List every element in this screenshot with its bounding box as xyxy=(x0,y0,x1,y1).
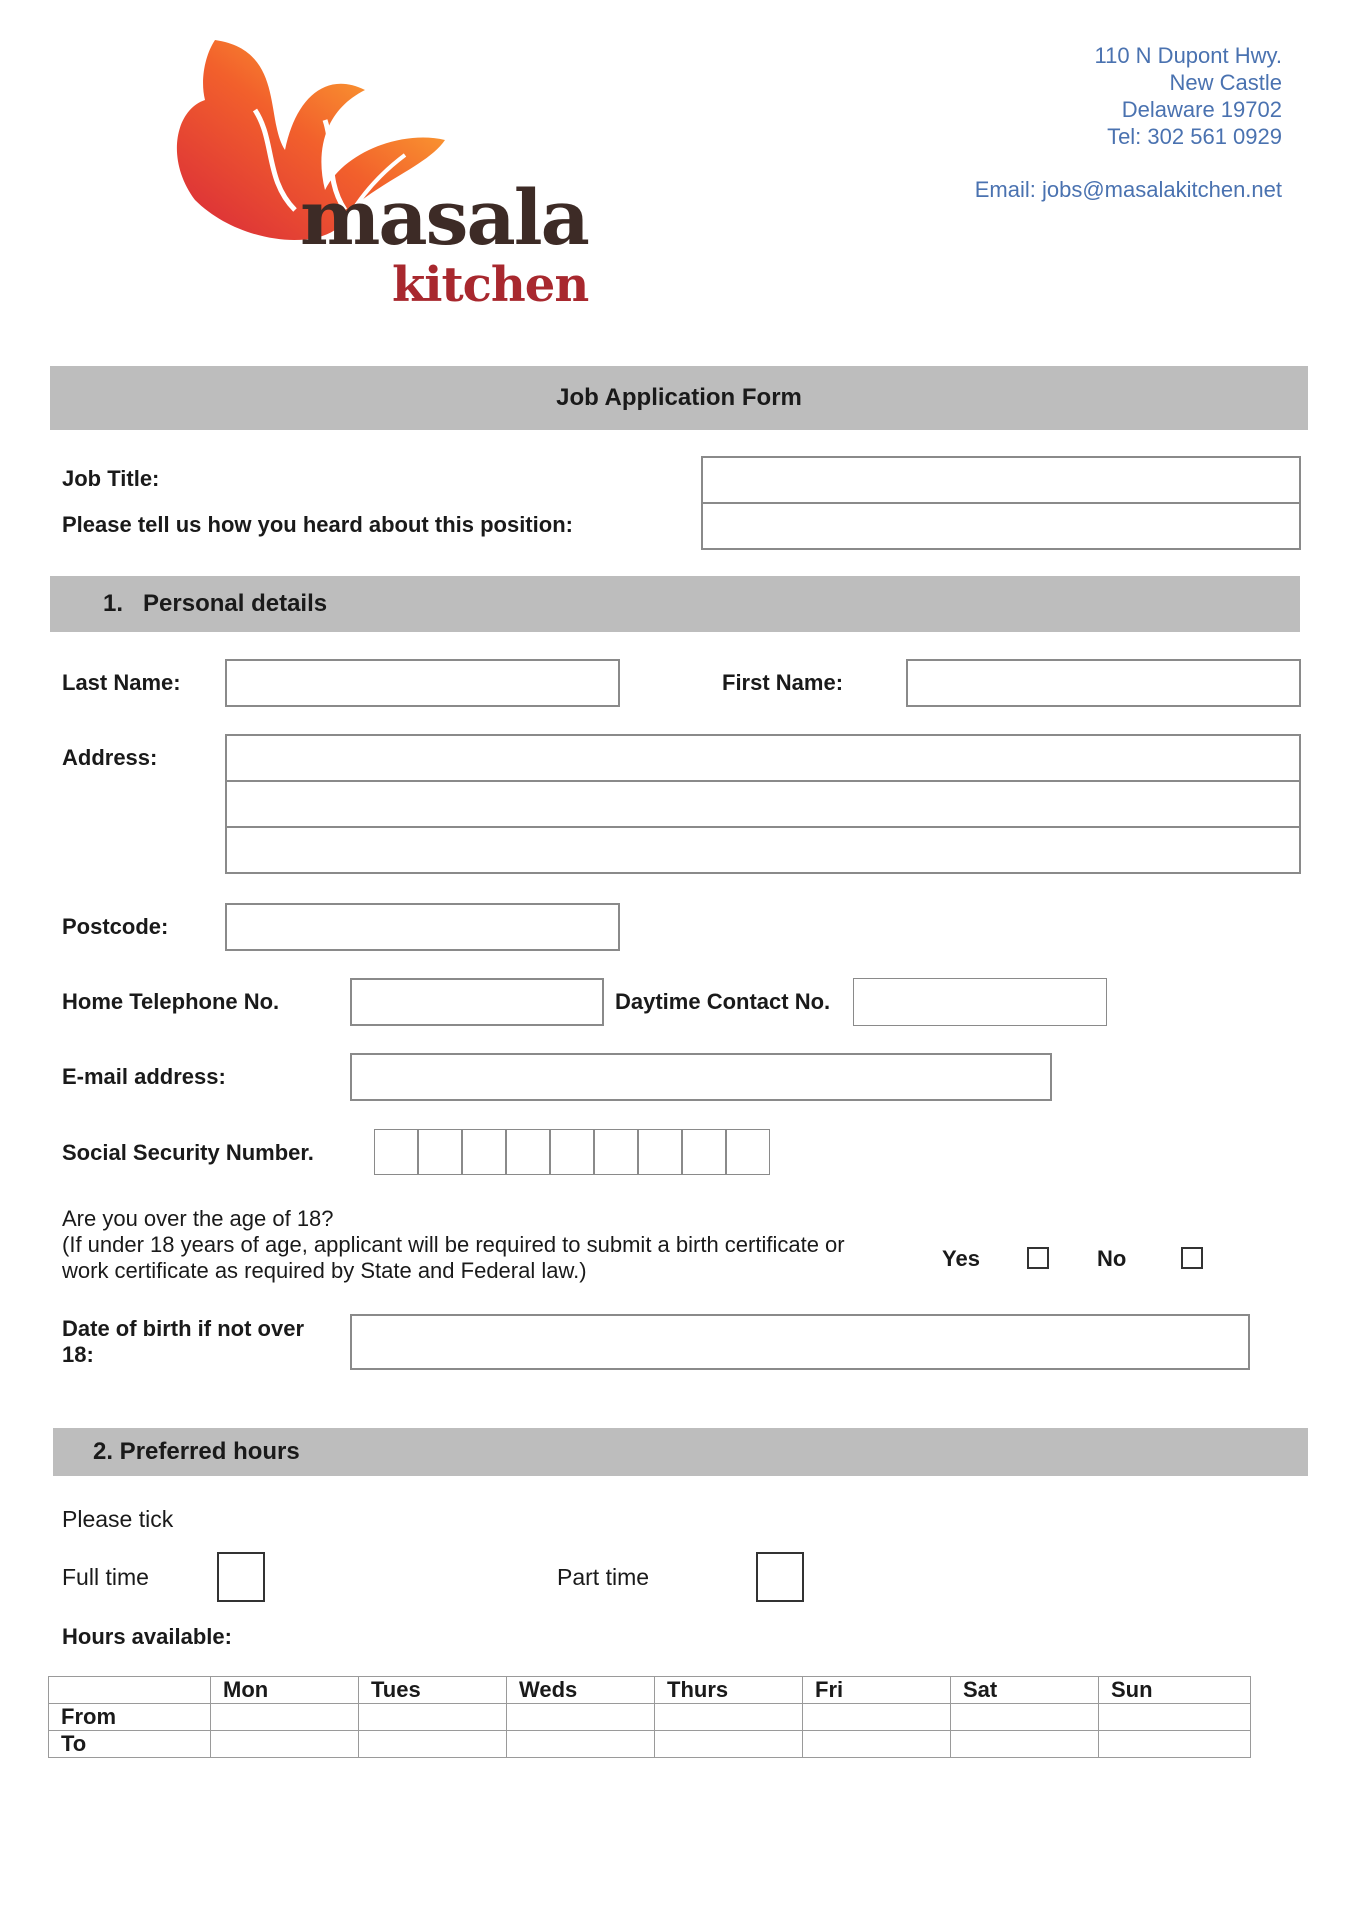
last-name-input[interactable] xyxy=(225,659,620,707)
address-line-2-input[interactable] xyxy=(225,780,1301,828)
dob-label-line-2: 18: xyxy=(62,1342,94,1367)
row-label-from: From xyxy=(49,1704,211,1731)
age-question-line-2: (If under 18 years of age, applicant will be required to submit a birth certificate or xyxy=(62,1232,845,1257)
from-mon-cell[interactable] xyxy=(211,1704,359,1731)
logo-word-masala: masala xyxy=(300,173,588,262)
form-title: Job Application Form xyxy=(556,384,802,411)
dob-label xyxy=(62,1316,304,1368)
ssn-digit-9[interactable] xyxy=(726,1129,770,1175)
day-header-sun: Sun xyxy=(1099,1677,1251,1704)
from-sun-cell[interactable] xyxy=(1099,1704,1251,1731)
first-name-input[interactable] xyxy=(906,659,1301,707)
heard-about-input[interactable] xyxy=(701,502,1301,550)
ssn-input-group xyxy=(374,1129,770,1175)
from-weds-cell[interactable] xyxy=(507,1704,655,1731)
ssn-digit-6[interactable] xyxy=(594,1129,638,1175)
ssn-digit-7[interactable] xyxy=(638,1129,682,1175)
to-tues-cell[interactable] xyxy=(359,1731,507,1758)
to-thurs-cell[interactable] xyxy=(655,1731,803,1758)
hours-table-corner xyxy=(49,1677,211,1704)
home-telephone-label: Home Telephone No. xyxy=(62,989,280,1014)
to-weds-cell[interactable] xyxy=(507,1731,655,1758)
logo-word-kitchen: kitchen xyxy=(392,257,589,313)
to-sun-cell[interactable] xyxy=(1099,1731,1251,1758)
daytime-contact-label: Daytime Contact No. xyxy=(615,989,831,1014)
address-line-3: Delaware 19702 xyxy=(1121,97,1282,122)
age-question xyxy=(62,1206,845,1284)
email-input[interactable] xyxy=(350,1053,1052,1101)
full-time-label: Full time xyxy=(62,1564,149,1590)
ssn-digit-4[interactable] xyxy=(506,1129,550,1175)
address-line-3-input[interactable] xyxy=(225,826,1301,874)
to-mon-cell[interactable] xyxy=(211,1731,359,1758)
day-header-weds: Weds xyxy=(507,1677,655,1704)
ssn-digit-3[interactable] xyxy=(462,1129,506,1175)
email-label: E-mail address: xyxy=(62,1064,226,1089)
from-fri-cell[interactable] xyxy=(803,1704,951,1731)
day-header-thurs: Thurs xyxy=(655,1677,803,1704)
hours-table-to-row xyxy=(49,1731,1251,1758)
day-header-mon: Mon xyxy=(211,1677,359,1704)
first-name-label: First Name: xyxy=(722,670,844,695)
ssn-label: Social Security Number. xyxy=(62,1140,314,1165)
dob-label-line-1: Date of birth if not over xyxy=(62,1316,304,1341)
ssn-digit-5[interactable] xyxy=(550,1129,594,1175)
no-checkbox[interactable] xyxy=(1181,1247,1203,1269)
daytime-contact-input[interactable] xyxy=(853,978,1107,1026)
day-header-sat: Sat xyxy=(951,1677,1099,1704)
address-label: Address: xyxy=(62,745,158,770)
job-title-label: Job Title: xyxy=(62,466,160,491)
heard-about-label: Please tell us how you heard about this position: xyxy=(62,512,573,537)
contact-block xyxy=(782,42,1282,203)
address-line-1: 110 N Dupont Hwy. xyxy=(1094,43,1282,68)
hours-table xyxy=(48,1676,1251,1758)
age-question-line-1: Are you over the age of 18? xyxy=(62,1206,334,1231)
row-label-to: To xyxy=(49,1731,211,1758)
postcode-input[interactable] xyxy=(225,903,620,951)
telephone: Tel: 302 561 0929 xyxy=(1107,124,1282,149)
no-label: No xyxy=(1097,1246,1127,1271)
last-name-label: Last Name: xyxy=(62,670,181,695)
from-thurs-cell[interactable] xyxy=(655,1704,803,1731)
address-line-1-input[interactable] xyxy=(225,734,1301,782)
hours-available-label: Hours available: xyxy=(62,1624,232,1649)
from-sat-cell[interactable] xyxy=(951,1704,1099,1731)
postcode-label: Postcode: xyxy=(62,914,169,939)
yes-label: Yes xyxy=(942,1246,980,1271)
from-tues-cell[interactable] xyxy=(359,1704,507,1731)
job-title-input[interactable] xyxy=(701,456,1301,504)
preferred-hours-heading: 2. Preferred hours xyxy=(93,1438,300,1465)
personal-details-heading: 1. Personal details xyxy=(103,590,328,617)
ssn-digit-2[interactable] xyxy=(418,1129,462,1175)
to-sat-cell[interactable] xyxy=(951,1731,1099,1758)
hours-table-header-row xyxy=(49,1677,1251,1704)
part-time-label: Part time xyxy=(557,1564,650,1590)
email-contact: Email: jobs@masalakitchen.net xyxy=(974,177,1282,202)
day-header-tues: Tues xyxy=(359,1677,507,1704)
address-line-2: New Castle xyxy=(1169,70,1282,95)
full-time-checkbox[interactable] xyxy=(217,1552,265,1602)
ssn-digit-8[interactable] xyxy=(682,1129,726,1175)
yes-checkbox[interactable] xyxy=(1027,1247,1049,1269)
day-header-fri: Fri xyxy=(803,1677,951,1704)
please-tick-label: Please tick xyxy=(62,1506,174,1532)
dob-input[interactable] xyxy=(350,1314,1250,1370)
hours-table-from-row xyxy=(49,1704,1251,1731)
ssn-digit-1[interactable] xyxy=(374,1129,418,1175)
home-telephone-input[interactable] xyxy=(350,978,604,1026)
age-question-line-3: work certificate as required by State and Federal law.) xyxy=(62,1258,587,1283)
to-fri-cell[interactable] xyxy=(803,1731,951,1758)
part-time-checkbox[interactable] xyxy=(756,1552,804,1602)
